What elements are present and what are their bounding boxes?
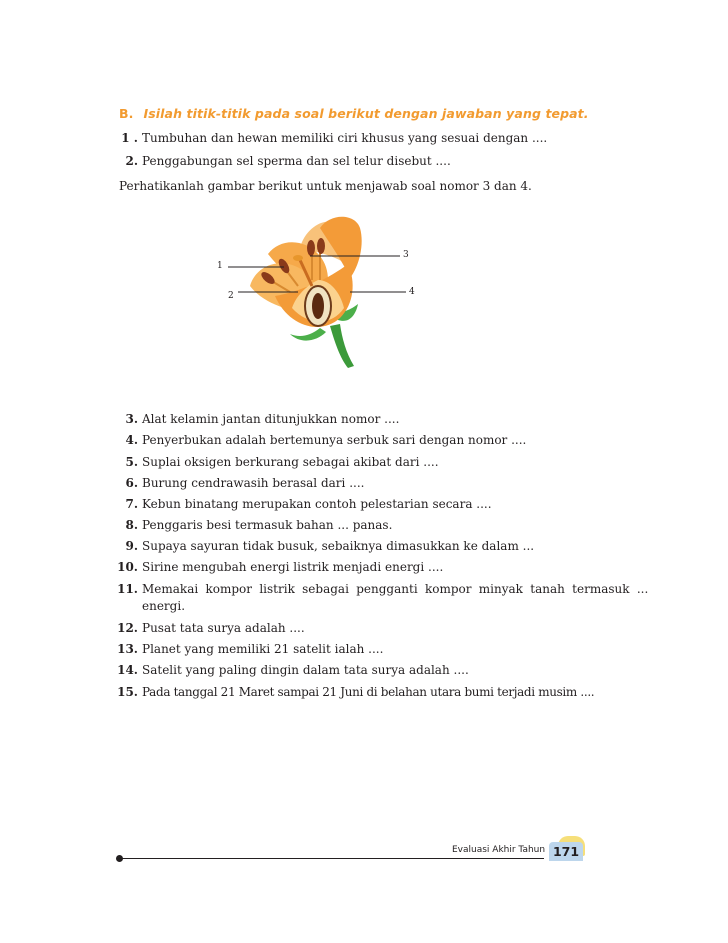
section-heading xyxy=(119,106,589,121)
figure-label-3: 3 xyxy=(403,250,409,260)
question-number: 6. xyxy=(125,476,138,490)
question-text: Kebun binatang merupakan contoh pelestarian secara .... xyxy=(142,497,492,511)
page-number: 171 xyxy=(549,842,583,861)
question-number: 1 . xyxy=(121,131,138,145)
figure-intro: Perhatikanlah gambar berikut untuk menjawab soal nomor 3 dan 4. xyxy=(119,179,532,193)
question-text: Suplai oksigen berkurang sebagai akibat dari .... xyxy=(142,455,439,469)
question-number: 14. xyxy=(117,663,138,677)
stigma xyxy=(293,255,303,261)
ovule xyxy=(312,293,324,319)
question-text: Sirine mengubah energi listrik menjadi energi .... xyxy=(142,560,444,574)
question-text: Satelit yang paling dingin dalam tata surya adalah .... xyxy=(142,663,469,677)
flower-figure xyxy=(180,208,450,376)
question-text: Penggaris besi termasuk bahan ... panas. xyxy=(142,518,393,532)
question-number: 8. xyxy=(125,518,138,532)
question-number: 5. xyxy=(125,455,138,469)
question-11-continuation: energi. xyxy=(142,599,186,613)
anther xyxy=(307,240,315,256)
question-text: Penggabungan sel sperma dan sel telur disebut .... xyxy=(142,154,451,168)
section-instruction: Isilah titik-titik pada soal berikut dengan jawaban yang tepat. xyxy=(143,106,589,121)
question-number: 13. xyxy=(117,642,138,656)
question-number: 7. xyxy=(125,497,138,511)
question-number: 2. xyxy=(125,154,138,168)
question-text: Memakai kompor listrik sebagai pengganti kompor minyak tanah termasuk ... xyxy=(142,582,649,596)
question-number: 11. xyxy=(117,582,138,596)
figure-label-2: 2 xyxy=(228,291,234,301)
question-text: Pada tanggal 21 Maret sampai 21 Juni di belahan utara bumi terjadi musim .... xyxy=(142,685,595,699)
stem xyxy=(330,324,354,368)
question-number: 4. xyxy=(125,433,138,447)
question-text: Supaya sayuran tidak busuk, sebaiknya dimasukkan ke dalam ... xyxy=(142,539,535,553)
question-number: 3. xyxy=(125,412,138,426)
question-number: 10. xyxy=(117,560,138,574)
question-text: Tumbuhan dan hewan memiliki ciri khusus yang sesuai dengan .... xyxy=(142,131,548,145)
footer-title: Evaluasi Akhir Tahun xyxy=(452,845,546,855)
footer-rule xyxy=(119,858,544,859)
question-number: 9. xyxy=(125,539,138,553)
question-text: Alat kelamin jantan ditunjukkan nomor .... xyxy=(142,412,400,426)
question-text: Burung cendrawasih berasal dari .... xyxy=(142,476,365,490)
question-text: Planet yang memiliki 21 satelit ialah .... xyxy=(142,642,384,656)
question-number: 15. xyxy=(117,685,138,699)
question-text: Penyerbukan adalah bertemunya serbuk sari dengan nomor .... xyxy=(142,433,527,447)
section-letter: B. xyxy=(119,106,134,121)
question-number: 12. xyxy=(117,621,138,635)
figure-label-4: 4 xyxy=(409,287,415,297)
sepal xyxy=(290,328,326,341)
figure-label-1: 1 xyxy=(217,261,223,271)
question-text: Pusat tata surya adalah .... xyxy=(142,621,305,635)
anther xyxy=(317,238,325,254)
